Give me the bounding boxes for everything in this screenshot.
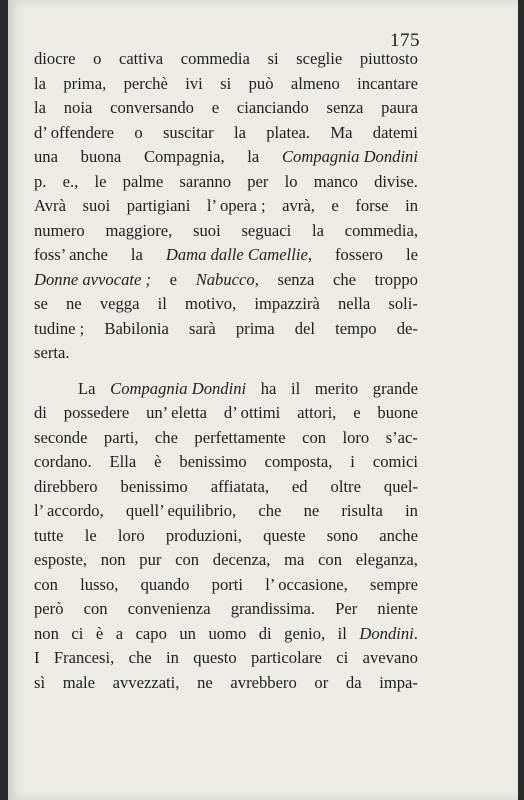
word: questo bbox=[193, 648, 237, 667]
word: un’ eletta bbox=[146, 403, 208, 422]
word: ci bbox=[336, 648, 349, 667]
word: uomo bbox=[208, 623, 247, 643]
word: prima bbox=[235, 318, 275, 338]
word: quando bbox=[140, 574, 190, 594]
word: suscitar bbox=[162, 122, 214, 142]
word: queste bbox=[263, 525, 306, 545]
word: vegga bbox=[99, 294, 140, 313]
word: incantare bbox=[357, 73, 418, 93]
word: convenienza bbox=[127, 599, 211, 618]
word: di bbox=[34, 403, 47, 422]
text-line bbox=[34, 317, 418, 342]
word: senza bbox=[277, 269, 315, 289]
word: lo bbox=[284, 171, 298, 191]
text-line bbox=[34, 622, 418, 647]
text-line bbox=[34, 96, 418, 121]
word: palme bbox=[122, 171, 164, 191]
word: loro bbox=[117, 525, 145, 545]
word: e bbox=[331, 196, 339, 215]
text-line bbox=[34, 72, 418, 97]
word: cianciando bbox=[236, 98, 309, 117]
word: o bbox=[93, 49, 102, 68]
word: avrebbero bbox=[230, 672, 297, 692]
word: le bbox=[405, 245, 418, 264]
word: loro bbox=[342, 427, 370, 447]
word: la bbox=[130, 245, 143, 264]
word: tutte bbox=[34, 525, 64, 545]
word: la bbox=[247, 147, 260, 166]
word: in bbox=[166, 648, 179, 667]
word: con bbox=[302, 427, 327, 447]
text-line bbox=[34, 573, 418, 598]
book-page bbox=[8, 0, 518, 800]
word: Dama dalle Camellie, bbox=[165, 245, 312, 264]
word: che bbox=[128, 648, 152, 667]
word: possedere bbox=[63, 403, 130, 422]
word: platea. bbox=[266, 122, 311, 142]
word: seguaci bbox=[241, 220, 292, 240]
word: la bbox=[34, 98, 46, 117]
word: sarà bbox=[189, 318, 216, 338]
word: avevano bbox=[362, 648, 418, 667]
word: e bbox=[353, 403, 361, 422]
text-line bbox=[34, 268, 418, 293]
word: anche bbox=[379, 525, 418, 545]
word: manco bbox=[313, 171, 358, 191]
word: troppo bbox=[374, 269, 418, 289]
text-line bbox=[34, 377, 418, 402]
word: sono bbox=[326, 525, 359, 545]
word: ne bbox=[66, 294, 82, 313]
word: direbbero bbox=[34, 476, 98, 496]
word: i bbox=[350, 452, 355, 471]
word: però bbox=[34, 599, 64, 618]
word: grandissima. bbox=[230, 599, 316, 618]
word: e bbox=[211, 98, 220, 117]
word: l’ opera ; bbox=[206, 196, 266, 215]
word: oltre bbox=[330, 476, 361, 496]
word: paura bbox=[381, 98, 418, 117]
word: del bbox=[294, 318, 315, 338]
word: attori, bbox=[297, 403, 337, 422]
word: Avrà bbox=[34, 196, 66, 215]
word: La bbox=[78, 378, 96, 398]
word: d’ ottimi bbox=[223, 403, 281, 422]
word: composta, bbox=[264, 452, 333, 471]
word: p. bbox=[34, 171, 47, 191]
word: Compagnia Dondini bbox=[110, 378, 247, 398]
word: cordano. bbox=[34, 452, 92, 471]
word: maggiore, bbox=[105, 220, 173, 240]
word: ci bbox=[71, 623, 84, 643]
text-line bbox=[34, 292, 418, 317]
word: le bbox=[84, 525, 97, 545]
word: divise. bbox=[374, 171, 418, 191]
word: produzioni, bbox=[165, 525, 242, 545]
text-line bbox=[34, 121, 418, 146]
page-number: 175 bbox=[390, 30, 420, 51]
word: può bbox=[248, 73, 274, 93]
word: almeno bbox=[290, 73, 340, 93]
word: avrà, bbox=[282, 196, 315, 215]
word: tempo bbox=[335, 318, 377, 338]
word: ne bbox=[197, 672, 213, 692]
paragraph-1 bbox=[34, 47, 418, 366]
word: comici bbox=[372, 452, 418, 471]
word: si bbox=[220, 73, 232, 93]
word: Ella bbox=[109, 452, 137, 471]
word: eleganza, bbox=[355, 550, 418, 569]
word: si bbox=[267, 49, 279, 68]
word: il bbox=[291, 378, 301, 398]
text-line bbox=[34, 47, 418, 72]
word: I bbox=[34, 648, 40, 667]
text-line bbox=[34, 548, 418, 573]
text-line bbox=[34, 450, 418, 475]
word: diocre bbox=[34, 49, 76, 68]
word: senza bbox=[326, 98, 364, 117]
word: capo bbox=[135, 623, 167, 643]
word: sempre bbox=[370, 574, 418, 594]
word: la bbox=[233, 122, 246, 142]
word: saranno bbox=[179, 171, 232, 191]
text-line bbox=[34, 671, 418, 696]
word: partigiani bbox=[126, 196, 191, 215]
word: suoi bbox=[82, 196, 111, 215]
word: suoi bbox=[193, 220, 221, 240]
word: genio, bbox=[284, 623, 326, 643]
word: per bbox=[247, 171, 269, 191]
word: merito bbox=[314, 378, 359, 398]
word: una bbox=[34, 147, 58, 166]
word: Donne avvocate ; bbox=[34, 269, 152, 289]
paragraph-2 bbox=[34, 377, 418, 696]
word: particolare bbox=[250, 648, 322, 667]
word: non bbox=[100, 550, 126, 569]
word: Per bbox=[335, 599, 358, 618]
word: nella bbox=[337, 294, 371, 313]
word: conversando bbox=[110, 98, 194, 117]
word: or bbox=[314, 672, 329, 692]
word: le bbox=[94, 171, 107, 191]
word: buona bbox=[80, 147, 122, 166]
word: parti, bbox=[103, 427, 139, 447]
word: prima, bbox=[63, 73, 107, 93]
word: risulta bbox=[341, 501, 383, 520]
text-line bbox=[34, 475, 418, 500]
word: d’ offendere bbox=[34, 122, 115, 142]
word: è bbox=[95, 623, 104, 643]
word: soli- bbox=[388, 294, 418, 313]
word: tudine ; bbox=[34, 318, 85, 338]
word: che bbox=[154, 427, 178, 447]
word: forse bbox=[355, 196, 389, 215]
text-line bbox=[34, 170, 418, 195]
word: quell’ equilibrio, bbox=[125, 501, 237, 520]
word: benissimo bbox=[179, 452, 247, 471]
word: l’ occasione, bbox=[265, 574, 348, 594]
word: se bbox=[34, 294, 48, 313]
word: o bbox=[134, 122, 143, 142]
word: l’ accordo, bbox=[34, 501, 104, 520]
word: Nabucco, bbox=[195, 269, 259, 289]
word: male bbox=[62, 672, 95, 692]
word: benissimo bbox=[120, 476, 188, 496]
word: in bbox=[405, 196, 418, 215]
word: cattiva bbox=[118, 49, 164, 68]
text-line bbox=[34, 219, 418, 244]
word: perfettamente bbox=[194, 427, 286, 447]
word: datemi bbox=[372, 122, 418, 142]
word: sceglie bbox=[296, 49, 343, 68]
word: motivo, bbox=[185, 294, 237, 313]
text-line bbox=[34, 341, 418, 366]
word: fossero bbox=[335, 245, 383, 264]
word: a bbox=[115, 623, 124, 643]
word: ma bbox=[284, 550, 305, 569]
word: da bbox=[345, 672, 362, 692]
word: noia bbox=[63, 98, 93, 117]
word: non bbox=[34, 623, 59, 643]
word: ha bbox=[260, 378, 277, 398]
word: e., bbox=[62, 171, 79, 191]
word: e bbox=[169, 269, 178, 289]
word: sì bbox=[34, 672, 46, 692]
text-line bbox=[34, 499, 418, 524]
word: impa- bbox=[379, 672, 418, 692]
word: che bbox=[258, 501, 282, 520]
word: il bbox=[337, 623, 347, 643]
word: serta. bbox=[34, 343, 70, 362]
word: affiatata, bbox=[210, 476, 269, 496]
word: quel- bbox=[383, 476, 418, 496]
word: buone bbox=[377, 403, 418, 422]
text-line bbox=[34, 194, 418, 219]
word: perchè bbox=[123, 73, 168, 93]
word: Compagnia Dondini bbox=[281, 147, 418, 166]
word: ne bbox=[303, 501, 320, 520]
word: commedia, bbox=[344, 220, 418, 240]
word: lusso, bbox=[80, 574, 119, 594]
word: Compagnia, bbox=[143, 147, 225, 166]
text-line bbox=[34, 401, 418, 426]
word: Dondini. bbox=[359, 623, 418, 643]
word: in bbox=[405, 501, 418, 520]
word: esposte, bbox=[34, 550, 87, 569]
word: con bbox=[34, 574, 58, 594]
word: decenza, bbox=[212, 550, 271, 569]
word: un bbox=[179, 623, 196, 643]
word: de- bbox=[396, 318, 418, 338]
word: pur bbox=[139, 550, 162, 569]
word: niente bbox=[377, 599, 418, 618]
word: che bbox=[332, 269, 357, 289]
word: il bbox=[157, 294, 167, 313]
word: seconde bbox=[34, 427, 88, 447]
text-line bbox=[34, 524, 418, 549]
word: la bbox=[311, 220, 324, 240]
word: ivi bbox=[185, 73, 203, 93]
word: Francesi, bbox=[53, 648, 115, 667]
text-line bbox=[34, 426, 418, 451]
word: foss’ anche bbox=[34, 245, 108, 264]
text-block bbox=[34, 47, 418, 695]
text-line bbox=[34, 646, 418, 671]
word: impazzirà bbox=[254, 294, 320, 313]
word: ed bbox=[291, 476, 308, 496]
word: Ma bbox=[330, 122, 353, 142]
word: con bbox=[318, 550, 343, 569]
word: avvezzati, bbox=[112, 672, 180, 692]
text-line bbox=[34, 597, 418, 622]
word: con bbox=[175, 550, 200, 569]
word: s’ac- bbox=[385, 427, 418, 447]
word: di bbox=[258, 623, 272, 643]
word: commedia bbox=[180, 49, 250, 68]
word: la bbox=[34, 73, 46, 93]
word: è bbox=[154, 452, 162, 471]
word: Babilonia bbox=[104, 318, 169, 338]
word: numero bbox=[34, 220, 85, 240]
text-line bbox=[34, 145, 418, 170]
word: grande bbox=[372, 378, 418, 398]
word: con bbox=[83, 599, 108, 618]
word: porti bbox=[211, 574, 244, 594]
text-line bbox=[34, 243, 418, 268]
word: piuttosto bbox=[359, 49, 418, 68]
